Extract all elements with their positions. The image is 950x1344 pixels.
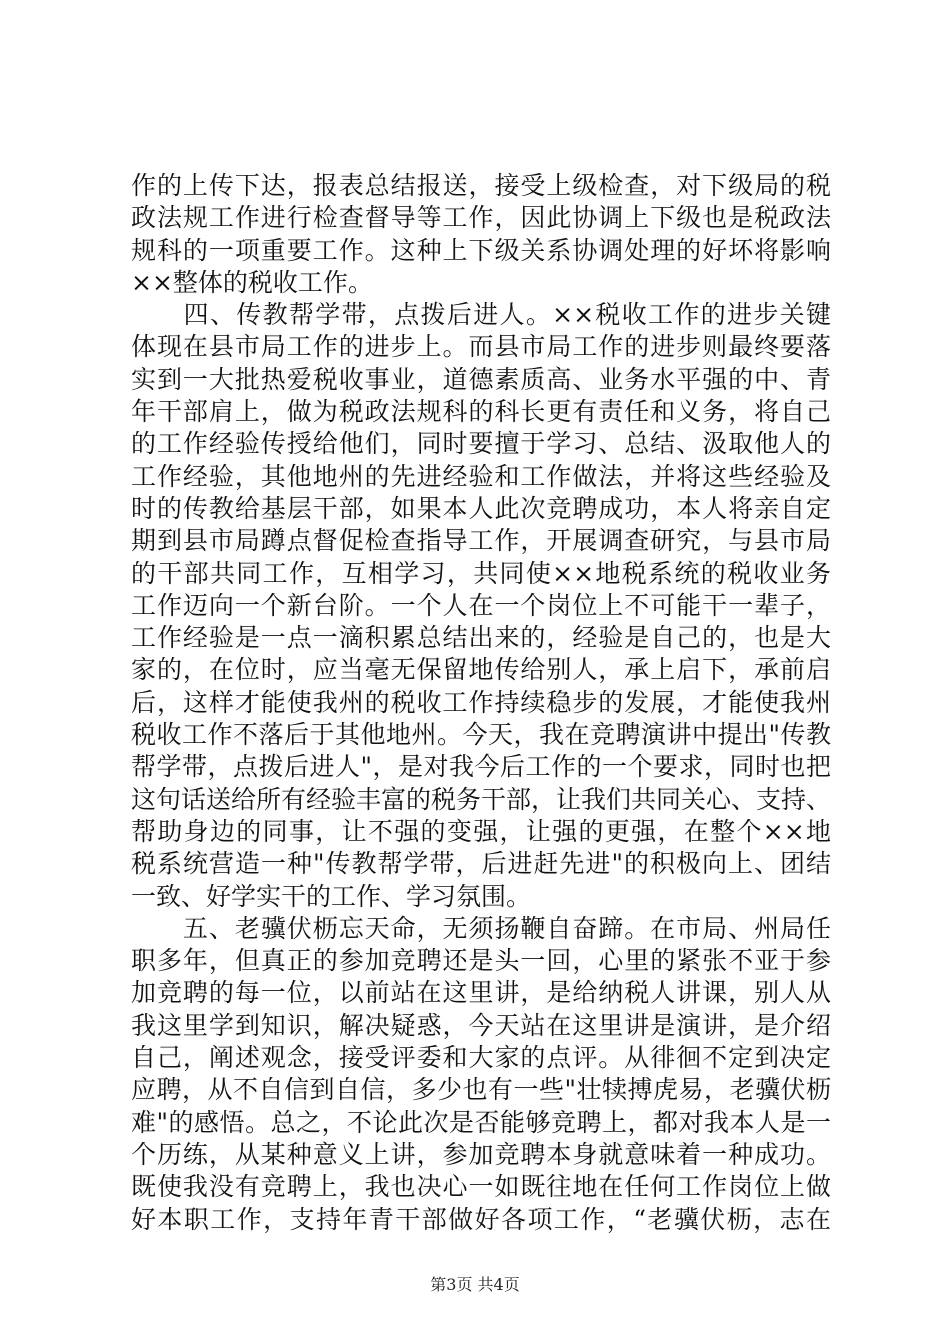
text-line: 加竞聘的每一位，以前站在这里讲，是给纳税人讲课，别人从	[131, 978, 831, 1008]
text-line: 个历练，从某种意义上讲，参加竞聘本身就意味着一种成功。	[131, 1139, 831, 1169]
text-line: 实到一大批热爱税收事业，道德素质高、业务水平强的中、青	[131, 364, 831, 394]
text-line: ××整体的税收工作。	[131, 267, 373, 297]
text-line: 好本职工作，支持年青干部做好各项工作，“老骥伏枥，志在	[131, 1204, 831, 1234]
text-line: 规科的一项重要工作。这种上下级关系协调处理的好坏将影响	[131, 235, 831, 265]
text-line: 帮学带，点拨后进人"，是对我今后工作的一个要求，同时也把	[131, 752, 831, 782]
text-line: 期到县市局蹲点督促检查指导工作，开展调查研究，与县市局	[131, 526, 831, 556]
text-line: 应聘，从不自信到自信，多少也有一些"壮犊搏虎易，老骥伏枥	[131, 1075, 831, 1105]
text-line: 工作迈向一个新台阶。一个人在一个岗位上不可能干一辈子，	[131, 590, 831, 620]
text-line: 五、老骥伏枥忘天命，无须扬鞭自奋蹄。在市局、州局任	[131, 913, 831, 943]
document-body	[131, 170, 831, 1236]
text-line: 四、传教帮学带，点拨后进人。××税收工作的进步关键	[131, 300, 831, 330]
text-line: 难"的感悟。总之，不论此次是否能够竞聘上，都对我本人是一	[131, 1107, 831, 1137]
text-line: 年干部肩上，做为税政法规科的科长更有责任和义务，将自己	[131, 397, 831, 427]
text-line: 一致、好学实干的工作、学习氛围。	[131, 881, 532, 911]
text-line: 税系统营造一种"传教帮学带，后进赶先进"的积极向上、团结	[131, 849, 831, 879]
text-line: 的工作经验传授给他们，同时要擅于学习、总结、汲取他人的	[131, 429, 831, 459]
text-line: 帮助身边的同事，让不强的变强，让强的更强，在整个××地	[131, 816, 831, 846]
text-line: 税收工作不落后于其他地州。今天，我在竞聘演讲中提出"传教	[131, 720, 831, 750]
text-line: 体现在县市局工作的进步上。而县市局工作的进步则最终要落	[131, 332, 831, 362]
text-line: 职多年，但真正的参加竞聘还是头一回，心里的紧张不亚于参	[131, 946, 831, 976]
text-line: 的干部共同工作，互相学习，共同使××地税系统的税收业务	[131, 558, 831, 588]
text-line: 后，这样才能使我州的税收工作持续稳步的发展，才能使我州	[131, 687, 831, 717]
page-number-footer: 第3页 共4页	[430, 1275, 520, 1294]
text-line: 家的，在位时，应当毫无保留地传给别人，承上启下，承前启	[131, 655, 831, 685]
text-line: 政法规工作进行检查督导等工作，因此协调上下级也是税政法	[131, 203, 831, 233]
text-line: 既使我没有竞聘上，我也决心一如既往地在任何工作岗位上做	[131, 1172, 831, 1202]
text-line: 我这里学到知识，解决疑惑，今天站在这里讲是演讲，是介绍	[131, 1010, 831, 1040]
text-line: 这句话送给所有经验丰富的税务干部，让我们共同关心、支持、	[131, 784, 832, 814]
text-line: 工作经验，其他地州的先进经验和工作做法，并将这些经验及	[131, 461, 831, 491]
text-line: 工作经验是一点一滴积累总结出来的，经验是自己的，也是大	[131, 623, 831, 653]
text-line: 自己，阐述观念，接受评委和大家的点评。从徘徊不定到决定	[131, 1043, 831, 1073]
text-line: 作的上传下达，报表总结报送，接受上级检查，对下级局的税	[131, 171, 831, 200]
text-line: 时的传教给基层干部，如果本人此次竞聘成功，本人将亲自定	[131, 493, 831, 523]
